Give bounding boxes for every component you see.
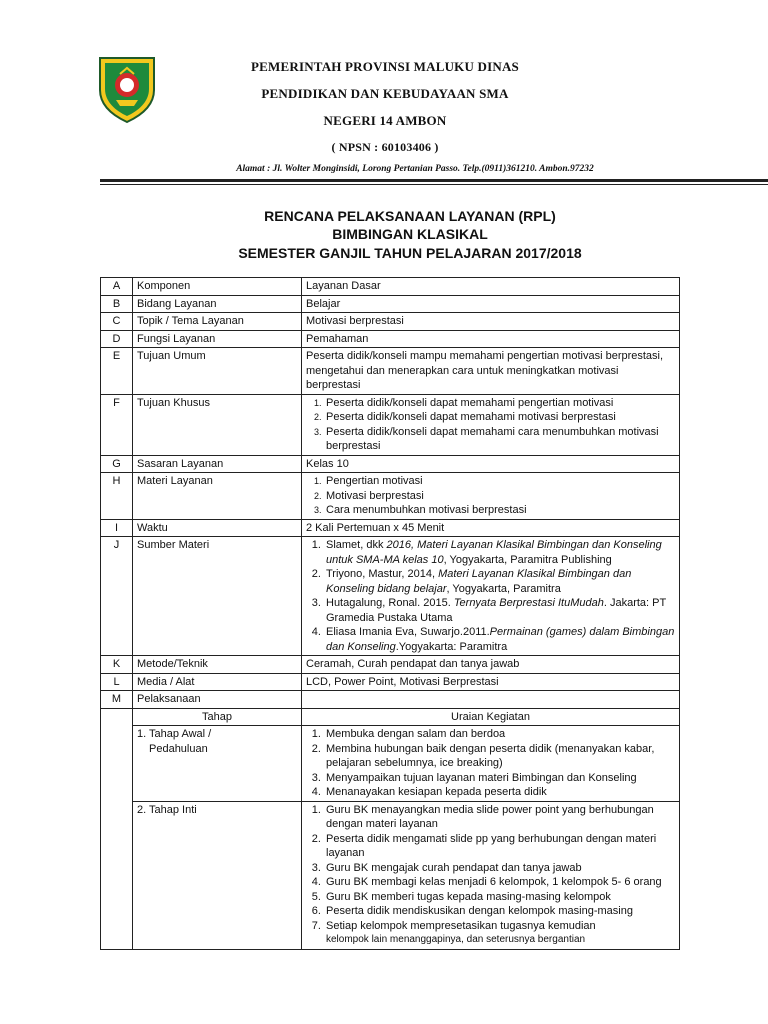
row-label: Pelaksanaan [133, 691, 302, 709]
list-item: 2. Motivasi berprestasi [324, 489, 675, 504]
table-row [101, 394, 680, 455]
row-label: Media / Alat [133, 673, 302, 691]
row-label: Sasaran Layanan [133, 455, 302, 473]
row-label: Tujuan Umum [133, 348, 302, 395]
list-item: 1. Guru BK menayangkan media slide power point yang berhubungan dengan materi layanan [324, 803, 675, 832]
col-uraian: Uraian Kegiatan [302, 708, 680, 726]
row-code: F [101, 394, 133, 455]
ref-publisher: .Yogyakarta: Paramitra [395, 640, 508, 653]
ref-text: Eliasa Imania Eva, Suwarjo.2011. [326, 626, 490, 638]
list-item: 1. Peserta didik/konseli dapat memahami pengertian motivasi [324, 396, 675, 411]
row-value: Peserta didik/konseli mampu memahami pengertian motivasi berprestasi, mengetahui dan menerapkan cara untuk meningkatkan motivasi berprestasi [302, 348, 680, 395]
rpl-table [100, 277, 680, 950]
tahap-awal-activities [302, 726, 680, 802]
row-label: Metode/Teknik [133, 656, 302, 674]
list-item: 4. Guru BK membagi kelas menjadi 6 kelompok, 1 kelompok 5- 6 orang [324, 875, 675, 890]
row-label: Materi Layanan [133, 473, 302, 520]
list-item: 7. Setiap kelompok mempresetasikan tugasnya kemudian [324, 919, 675, 934]
tahap-inti-label: 2. Tahap Inti [133, 801, 302, 949]
row-code: E [101, 348, 133, 395]
list-item: 1. Membuka dengan salam dan berdoa [324, 727, 675, 742]
list-item: 1. Pengertian motivasi [324, 474, 675, 489]
list-item: 2. Membina hubungan baik dengan peserta didik (menanyakan kabar, pelajaran sebelumnya, ice breaking) [324, 742, 675, 771]
col-tahap: Tahap [133, 708, 302, 726]
sumber-materi-list [306, 538, 675, 654]
ref-title: Ternyata Berprestasi ItuMudah [453, 597, 604, 609]
list-item: 2. Peserta didik mengamati slide pp yang berhubungan dengan materi layanan [324, 832, 675, 861]
row-value [302, 537, 680, 656]
list-item: 2. Peserta didik/konseli dapat memahami motivasi berprestasi [324, 410, 675, 425]
row-value: Layanan Dasar [302, 278, 680, 296]
row-code: D [101, 330, 133, 348]
list-item: 3. Guru BK mengajak curah pendapat dan tanya jawab [324, 861, 675, 876]
header-npsn: ( NPSN : 60103406 ) [331, 140, 439, 154]
tahap-inti-row [101, 801, 680, 949]
tahap-inti-list [306, 803, 675, 934]
reference-item [324, 596, 675, 625]
tahap-inti-activities [302, 801, 680, 949]
ref-text: Slamet, dkk [326, 539, 387, 551]
ref-title: Materi Layanan Klasikal Bimbingan dan Konseling bidang belajar [326, 568, 632, 595]
row-label: Waktu [133, 519, 302, 537]
row-value: Belajar [302, 295, 680, 313]
row-code: G [101, 455, 133, 473]
row-code: I [101, 519, 133, 537]
row-label: Tujuan Khusus [133, 394, 302, 455]
row-value: LCD, Power Point, Motivasi Berprestasi [302, 673, 680, 691]
row-value: Pemahaman [302, 330, 680, 348]
row-label: Sumber Materi [133, 537, 302, 656]
table-row [101, 673, 680, 691]
doc-title-line-2: BIMBINGAN KLASIKAL [332, 226, 488, 242]
spacer-cell [101, 708, 133, 949]
tahap-awal-row [101, 726, 680, 802]
continuation-text: kelompok lain menanggapinya, dan seterusnya bergantian [326, 934, 586, 945]
row-code: J [101, 537, 133, 656]
ref-title: 2016, Materi Layanan Klasikal Bimbingan dan Konseling untuk SMA-MA kelas 10 [326, 539, 662, 566]
row-value [302, 394, 680, 455]
row-code: M [101, 691, 133, 709]
table-row [101, 348, 680, 395]
table-row [101, 278, 680, 296]
tahap-awal-label-2: Pedahuluan [149, 742, 208, 755]
table-row [101, 473, 680, 520]
table-row [101, 691, 680, 709]
materi-list [306, 474, 675, 518]
list-item: 4. Menanayakan kesiapan kepada peserta didik [324, 785, 675, 800]
row-code: H [101, 473, 133, 520]
row-value: Motivasi berprestasi [302, 313, 680, 331]
header-line-2: PENDIDIKAN DAN KEBUDAYAAN SMA [261, 86, 509, 101]
list-item: 6. Peserta didik mendiskusikan dengan kelompok masing-masing [324, 904, 675, 919]
table-row [101, 519, 680, 537]
province-emblem-icon [96, 54, 158, 124]
pelaksanaan-header-row [101, 708, 680, 726]
header-line-3: NEGERI 14 AMBON [323, 113, 447, 128]
header-rule-thin [100, 184, 768, 185]
tahap-awal-label-1: 1. Tahap Awal / [137, 728, 212, 740]
reference-item [324, 538, 675, 567]
tahap-awal-list [306, 727, 675, 800]
row-label: Bidang Layanan [133, 295, 302, 313]
header-line-1: PEMERINTAH PROVINSI MALUKU DINAS [251, 59, 519, 74]
row-value: Ceramah, Curah pendapat dan tanya jawab [302, 656, 680, 674]
header-rule-thick [100, 179, 768, 182]
tahap-awal-label [133, 726, 302, 802]
table-row [101, 295, 680, 313]
ref-publisher: , Yogyakarta, Paramitra [446, 582, 561, 595]
row-code: A [101, 278, 133, 296]
table-row [101, 537, 680, 656]
row-value: Kelas 10 [302, 455, 680, 473]
ref-text: Triyono, Mastur, 2014, [326, 568, 439, 580]
ref-publisher: , Yogyakarta, Paramitra Publishing [443, 553, 612, 566]
tujuan-khusus-list [306, 396, 675, 454]
table-row [101, 656, 680, 674]
doc-title-line-1: RENCANA PELAKSANAAN LAYANAN (RPL) [264, 208, 556, 224]
row-code: C [101, 313, 133, 331]
table-row [101, 455, 680, 473]
ref-text: Hutagalung, Ronal. 2015. [326, 597, 454, 609]
reference-item [324, 625, 675, 654]
row-label: Komponen [133, 278, 302, 296]
row-code: L [101, 673, 133, 691]
reference-item [324, 567, 675, 596]
row-label: Topik / Tema Layanan [133, 313, 302, 331]
row-value [302, 691, 680, 709]
ref-publisher: . Jakarta: PT Gramedia Pustaka Utama [326, 597, 666, 624]
header-address: Alamat : Jl. Wolter Monginsidi, Lorong Pertanian Passo. Telp.(0911)361210. Ambon.97232 [236, 164, 594, 174]
list-item: 5. Guru BK memberi tugas kepada masing-masing kelompok [324, 890, 675, 905]
doc-title-line-3: SEMESTER GANJIL TAHUN PELAJARAN 2017/2018 [238, 245, 582, 261]
ref-title: Permainan (games) dalam Bimbingan dan Konseling [326, 626, 675, 653]
list-item: 3. Cara menumbuhkan motivasi berprestasi [324, 503, 675, 518]
table-row [101, 330, 680, 348]
table-row [101, 313, 680, 331]
row-value: 2 Kali Pertemuan x 45 Menit [302, 519, 680, 537]
row-code: K [101, 656, 133, 674]
row-label: Fungsi Layanan [133, 330, 302, 348]
list-item: 3. Peserta didik/konseli dapat memahami cara menumbuhkan motivasi berprestasi [324, 425, 675, 454]
row-code: B [101, 295, 133, 313]
row-value [302, 473, 680, 520]
list-item: 3. Menyampaikan tujuan layanan materi Bimbingan dan Konseling [324, 771, 675, 786]
